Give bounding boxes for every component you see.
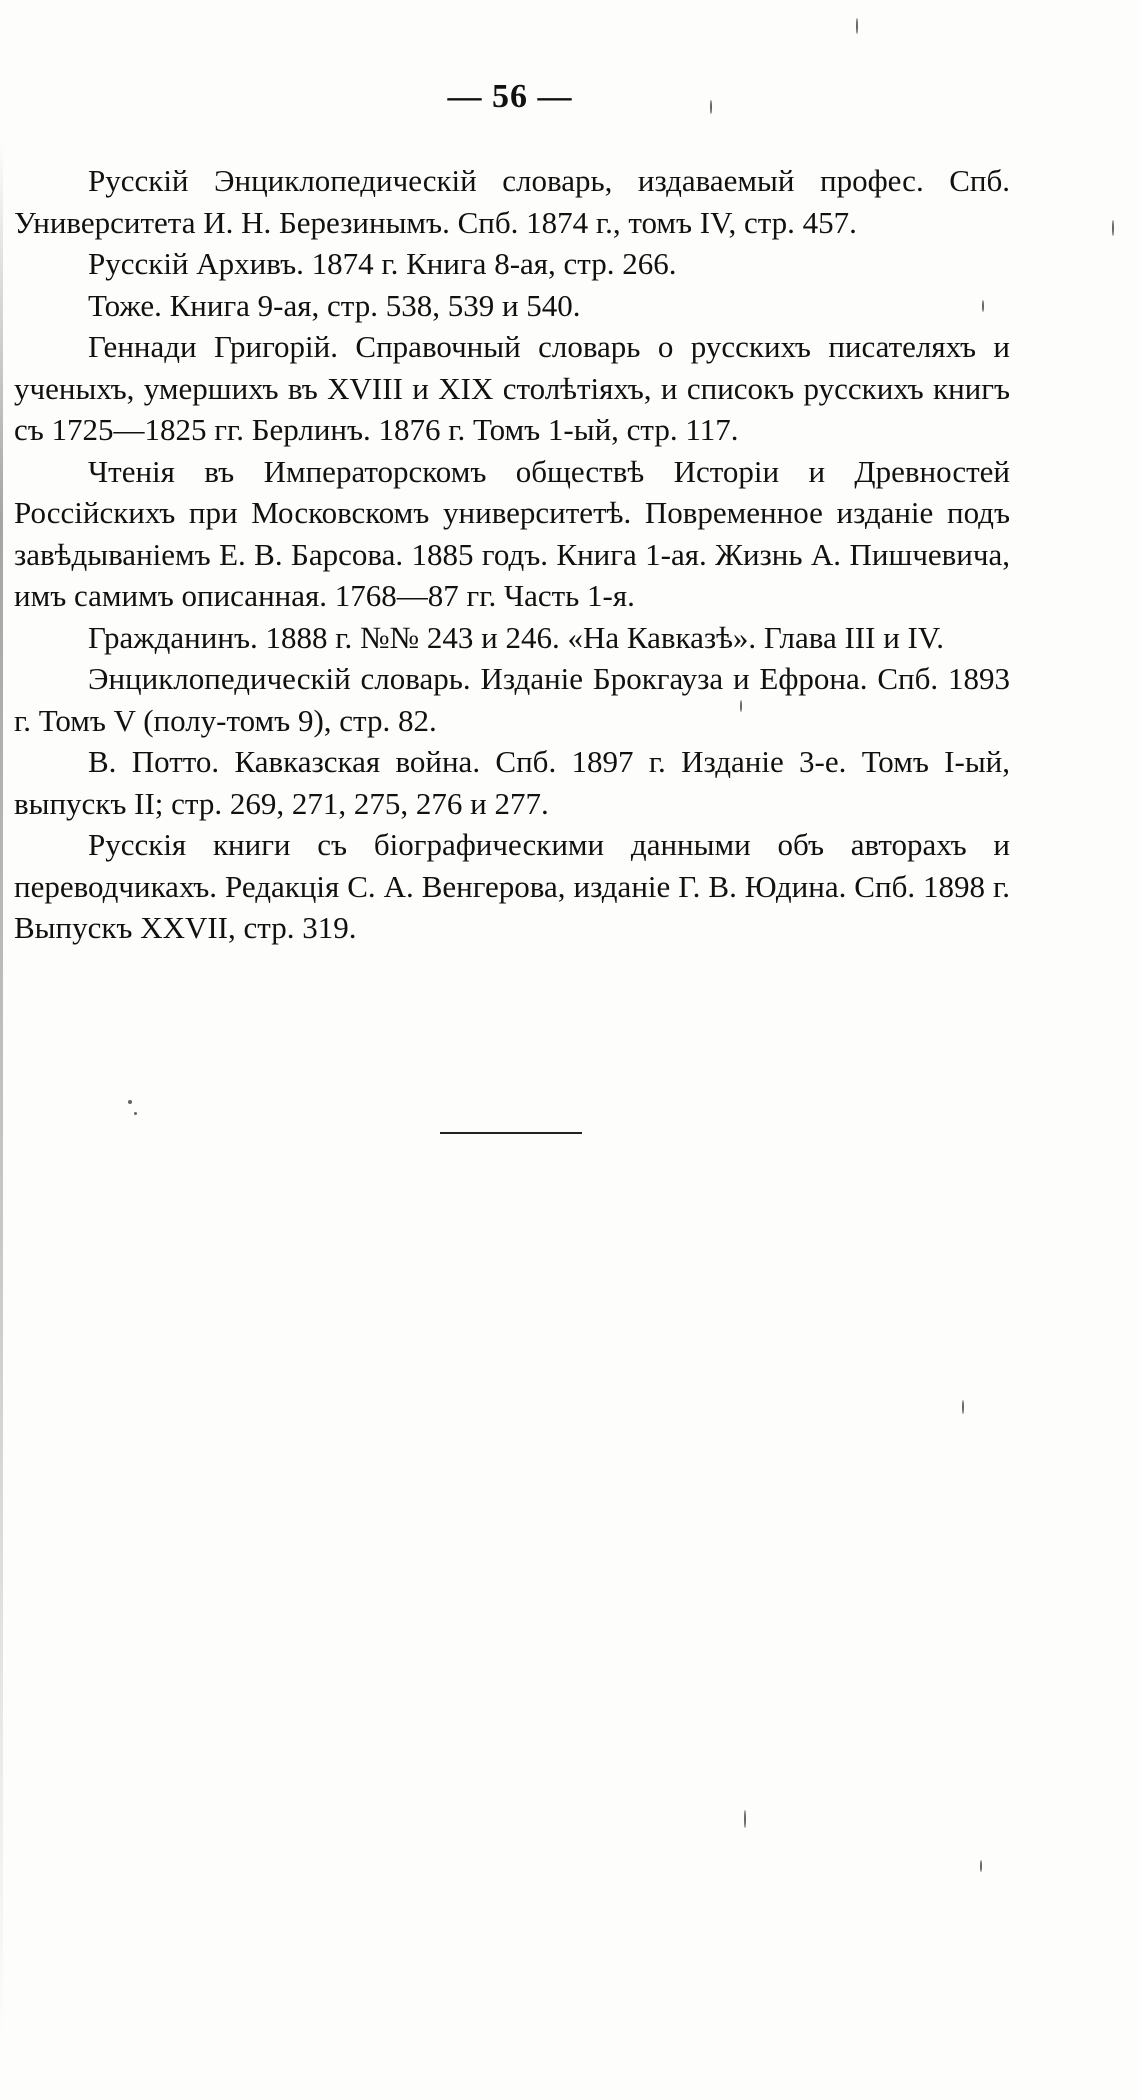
bibliography-entry: Русскій Архивъ. 1874 г. Книга 8-ая, стр. 266. — [88, 246, 677, 281]
scan-speck — [1112, 220, 1114, 236]
end-rule-divider — [440, 1132, 582, 1134]
bibliography-entry: Чтенія въ Императорскомъ обществѣ Исторіи и Древностей Россійскихъ при Московскомъ университетѣ. Повременное изданіе подъ завѣдываніемъ Е. В. Барсова. 1885 годъ. Книга 1-ая. Жизнь А. Пишчевича, имъ самимъ описанная. 1768—87 гг. Часть 1-я. — [14, 453, 1010, 613]
bibliography-entry: Гражданинъ. 1888 г. №№ 243 и 246. «На Кавказѣ». Глава III и IV. — [88, 619, 945, 655]
scan-speck — [980, 1860, 982, 1872]
bibliography-list — [14, 160, 1010, 949]
scan-speck — [856, 18, 858, 34]
scan-speck — [962, 1400, 964, 1414]
scan-speck — [128, 1100, 132, 1104]
bibliography-entry: Русскія книги съ біографическими данными объ авторахъ и переводчикахъ. Редакція С. А. Венгерова, изданіе Г. В. Юдина. Спб. 1898 г. Выпускъ XXVII, стр. 319. — [14, 827, 1010, 945]
scan-speck — [740, 700, 742, 712]
scan-speck — [744, 1810, 746, 1828]
bibliography-entry: Русскій Энциклопедическій словарь, издаваемый профес. Спб. Университета И. Н. Березинымъ. Спб. 1874 г., томъ IV, стр. 457. — [14, 163, 1010, 240]
page-number: — 56 — — [447, 78, 573, 115]
scan-speck — [710, 100, 712, 114]
bibliography-entry: Тоже. Книга 9-ая, стр. 538, 539 и 540. — [88, 287, 581, 323]
bibliography-entry: В. Потто. Кавказская война. Спб. 1897 г. Изданіе 3-е. Томъ I-ый, выпускъ II; стр. 269, 271, 275, 276 и 277. — [14, 744, 1010, 821]
bibliography-entry: Энциклопедическій словарь. Изданіе Брокгауза и Ефрона. Спб. 1893 г. Томъ V (полу-томъ 9), стр. 82. — [14, 661, 1010, 738]
scan-speck — [134, 1112, 137, 1115]
scan-speck — [982, 300, 984, 312]
bibliography-entry: Геннади Григорій. Справочный словарь о русскихъ писателяхъ и ученыхъ, умершихъ въ XVIII и XIX столѣтіяхъ, и списокъ русскихъ книгъ съ 1725—1825 гг. Берлинъ. 1876 г. Томъ 1-ый, стр. 117. — [14, 329, 1010, 447]
scan-edge-shadow — [0, 140, 3, 2040]
